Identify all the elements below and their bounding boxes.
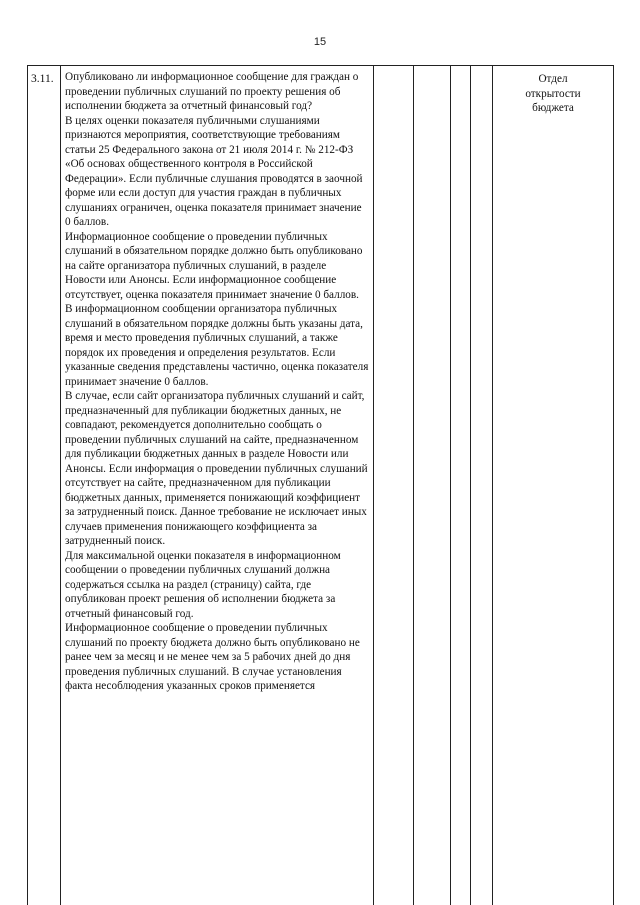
empty-cell xyxy=(414,66,451,905)
responsible-department xyxy=(493,66,614,905)
empty-cell xyxy=(471,66,493,905)
question-paragraph: Опубликовано ли информационное сообщение для граждан о проведении публичных слушаний по проекту решения об исполнении бюджета за отчетный финансовый год? xyxy=(65,71,359,112)
page-number: 15 xyxy=(313,36,327,48)
description-paragraph: Для максимальной оценки показателя в информационном сообщении о проведении публичных слушаний должна содержаться ссылка на раздел (страницу) сайта, где опубликован проект решения об исполнении бюджета за отчетный финансовый год. xyxy=(65,549,341,620)
criteria-table xyxy=(27,65,614,905)
item-description xyxy=(61,66,374,905)
description-paragraph: В случае, если сайт организатора публичных слушаний и сайт, предназначенный для публикации бюджетных данных, не совпадают, рекомендуется дополнительно сообщать о проведении публичных слушаний на сайте, предназначенном для публикации бюджетных данных в разделе Новости или Анонсы. Если информация о проведении публичных слушаний отсутствует на сайте, предназначенном для публикации бюджетных данных, применяется понижающий коэффициент за затрудненный поиск. Данное требование не исключает иных случаев применения понижающего коэффициента за затрудненный поиск. xyxy=(65,390,368,547)
description-paragraph: В целях оценки показателя публичными слушаниями признаются мероприятия, соответствующие требованиям статьи 25 Федерального закона от 21 июля 2014 г. № 212-ФЗ «Об основах общественного контроля в Российской Федерации». Если публичные слушания проводятся в заочной форме или если доступ для участия граждан в публичных слушаниях ограничен, оценка показателя принимает значение 0 баллов. xyxy=(65,114,363,228)
description-paragraph: Информационное сообщение о проведении публичных слушаний по проекту бюджета должно быть опубликовано не ранее чем за месяц и не менее чем за 5 рабочих дней до дня проведения публичных слушаний. В случае установления факта несоблюдения указанных сроков применяется xyxy=(65,622,360,692)
responsible-line: бюджета xyxy=(532,102,574,114)
empty-cell xyxy=(451,66,471,905)
responsible-line: открытости xyxy=(525,87,581,100)
empty-cell xyxy=(374,66,414,905)
table-row xyxy=(28,66,614,905)
description-paragraph: Информационное сообщение о проведении публичных слушаний в обязательном порядке должно быть опубликовано на сайте организатора публичных слушаний, в разделе Новости или Анонсы. Если информационное сообщение отсутствует, оценка показателя принимает значение 0 баллов. В информационном сообщении организатора публичных слушаний в обязательном порядке должны быть указаны дата, время и место проведения публичных слушаний, а также порядок их проведения и определения результатов. Если указанные сведения представлены частично, оценка показателя принимает значение 0 баллов. xyxy=(65,230,369,388)
responsible-line: Отдел xyxy=(538,73,568,85)
item-number: 3.11. xyxy=(28,66,61,905)
